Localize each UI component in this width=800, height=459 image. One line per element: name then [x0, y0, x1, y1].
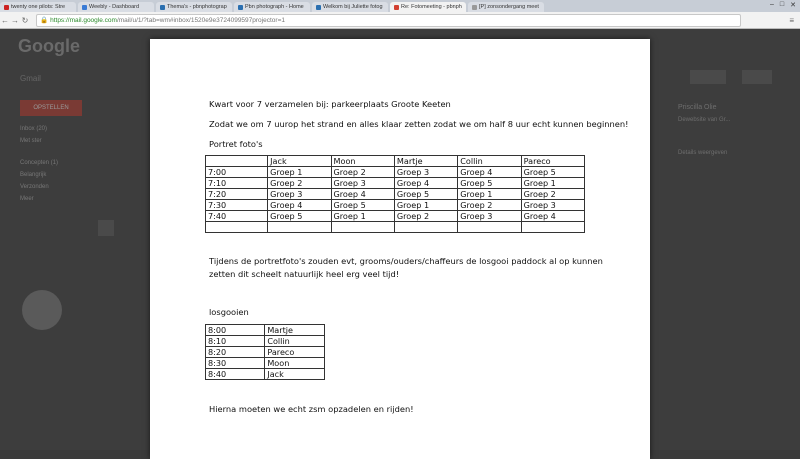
table-cell: Groep 2	[521, 189, 584, 200]
reload-icon[interactable]: ↻	[21, 15, 29, 25]
table-row	[206, 336, 325, 347]
gmail-label[interactable]: Gmail	[20, 74, 41, 83]
table-cell: Groep 2	[458, 200, 521, 211]
address-bar	[0, 12, 800, 29]
table-cell	[206, 156, 268, 167]
table-cell: Groep 2	[331, 167, 394, 178]
table-cell: Groep 5	[458, 178, 521, 189]
table-cell: Martje	[265, 325, 325, 336]
document-viewer	[150, 39, 650, 459]
table-cell: Groep 2	[394, 211, 457, 222]
table-cell: Groep 5	[331, 200, 394, 211]
url-input[interactable]	[36, 14, 741, 27]
nav-inbox[interactable]: Inbox (20)	[20, 126, 48, 132]
tab-label: Pbn photograph - Home	[245, 4, 304, 10]
table-row	[206, 211, 585, 222]
settings-dropdown[interactable]	[690, 70, 726, 84]
browser-tab[interactable]	[312, 2, 388, 12]
url-host: https://mail.google.com	[50, 16, 117, 24]
table-cell	[331, 222, 394, 233]
compose-button[interactable]: OPSTELLEN	[20, 100, 82, 116]
table-row	[206, 358, 325, 369]
table-cell	[521, 222, 584, 233]
table-cell: Groep 3	[394, 167, 457, 178]
losgooien-heading: losgooien	[209, 307, 249, 317]
window-controls	[770, 1, 796, 9]
tab-favicon-icon	[316, 5, 321, 10]
browser-tab[interactable]	[0, 2, 76, 12]
table-cell: Martje	[394, 156, 457, 167]
table-cell: Collin	[458, 156, 521, 167]
table-cell: Groep 4	[331, 189, 394, 200]
table-row	[206, 167, 585, 178]
table-cell	[206, 222, 268, 233]
browser-tab[interactable]	[156, 2, 232, 12]
table-row	[206, 347, 325, 358]
tab-favicon-icon	[238, 5, 243, 10]
table-cell: 7:40	[206, 211, 268, 222]
close-icon[interactable]: ✕	[790, 2, 796, 9]
table-cell: 8:20	[206, 347, 265, 358]
nav-more[interactable]: Meer	[20, 196, 34, 202]
browser-tab[interactable]	[468, 2, 544, 12]
url-path: /mail/u/1/?tab=wm#inbox/1520e9e3724099597projector=1	[116, 16, 285, 24]
table-cell: 7:00	[206, 167, 268, 178]
table-cell: Groep 4	[521, 211, 584, 222]
table-cell: 8:00	[206, 325, 265, 336]
details-link[interactable]: Details weergeven	[678, 150, 728, 156]
table-cell: Groep 3	[458, 211, 521, 222]
tab-label: Thema's - pbnphotograp	[167, 4, 227, 10]
table-cell: Groep 5	[394, 189, 457, 200]
table-cell: Groep 3	[521, 200, 584, 211]
doc-para-line2: zetten dit scheelt natuurlijk heel erg veel tijd!	[209, 269, 400, 279]
doc-line-gather: Kwart voor 7 verzamelen bij: parkeerplaats Groote Keeten	[209, 99, 451, 109]
nav-important[interactable]: Belangrijk	[20, 172, 47, 178]
table-cell: Groep 5	[268, 211, 331, 222]
menu-icon[interactable]: ≡	[789, 15, 794, 25]
table-cell: 7:30	[206, 200, 268, 211]
table-row	[206, 189, 585, 200]
tab-label: twenty one pilots: Stre	[11, 4, 66, 10]
google-logo: Google	[18, 36, 80, 56]
nav-sent[interactable]: Verzonden	[20, 184, 49, 190]
tab-favicon-icon	[160, 5, 165, 10]
gear-icon[interactable]	[742, 70, 772, 84]
tab-favicon-icon	[4, 5, 9, 10]
tab-favicon-icon	[394, 5, 399, 10]
contact-subtitle: Dewebsite van Gr...	[678, 117, 731, 123]
portret-heading: Portret foto's	[209, 139, 263, 149]
table-cell: Pareco	[521, 156, 584, 167]
tab-label: Weebly - Dashboard	[89, 4, 140, 10]
table-cell: Groep 4	[458, 167, 521, 178]
browser-tab[interactable]	[234, 2, 310, 12]
back-icon[interactable]: ←	[1, 15, 9, 25]
table-cell: Moon	[331, 156, 394, 167]
lock-icon: 🔒	[40, 17, 49, 24]
table-row	[206, 222, 585, 233]
table-cell: Groep 1	[268, 167, 331, 178]
table-cell: Collin	[265, 336, 325, 347]
doc-para-line1: Tijdens de portretfoto's zouden evt, grooms/ouders/chaffeurs de losgooi paddock al op kunnen	[209, 256, 603, 266]
table-cell	[394, 222, 457, 233]
tab-favicon-icon	[82, 5, 87, 10]
hangouts-avatar	[22, 290, 62, 330]
table-cell: 8:30	[206, 358, 265, 369]
table-cell: Groep 5	[521, 167, 584, 178]
browser-tab[interactable]	[78, 2, 154, 12]
table-cell: Groep 4	[394, 178, 457, 189]
table-row	[206, 369, 325, 380]
doc-closing: Hierna moeten we echt zsm opzadelen en rijden!	[209, 404, 414, 414]
table-row	[206, 200, 585, 211]
contact-name: Priscilla Olie	[678, 104, 717, 111]
table-cell: Groep 3	[331, 178, 394, 189]
table-cell: 7:10	[206, 178, 268, 189]
nav-drafts[interactable]: Concepten (1)	[20, 160, 59, 166]
search-people-icon[interactable]	[98, 220, 114, 236]
table-row	[206, 325, 325, 336]
tab-favicon-icon	[472, 5, 477, 10]
minimize-icon[interactable]: –	[769, 1, 774, 8]
table-cell	[458, 222, 521, 233]
nav-starred[interactable]: Met ster	[20, 138, 42, 144]
tab-label: Welkom bij Juliette fotog	[323, 4, 383, 10]
browser-tab[interactable]	[390, 2, 466, 12]
table-cell: Groep 1	[458, 189, 521, 200]
table-cell: 8:40	[206, 369, 265, 380]
doc-line-setup: Zodat we om 7 uurop het strand en alles klaar zetten zodat we om half 8 uur echt kunnen beginnen!	[209, 119, 629, 129]
table-cell: Moon	[265, 358, 325, 369]
table-row	[206, 178, 585, 189]
table-cell: Groep 1	[521, 178, 584, 189]
maximize-icon[interactable]: □	[779, 1, 785, 8]
table-cell: Groep 2	[268, 178, 331, 189]
table-cell	[268, 222, 331, 233]
portret-table	[205, 155, 585, 233]
forward-icon[interactable]: →	[11, 15, 19, 25]
table-cell: Groep 4	[268, 200, 331, 211]
table-cell: 7:20	[206, 189, 268, 200]
table-cell: Groep 1	[331, 211, 394, 222]
table-cell: Groep 1	[394, 200, 457, 211]
tab-label: Re: Fotomeeting - pbnph	[401, 4, 462, 10]
table-cell: Jack	[268, 156, 331, 167]
table-row	[206, 156, 585, 167]
tab-strip	[0, 0, 800, 12]
table-cell: Jack	[265, 369, 325, 380]
table-cell: 8:10	[206, 336, 265, 347]
table-cell: Pareco	[265, 347, 325, 358]
table-cell: Groep 3	[268, 189, 331, 200]
tab-label: [P] zonsondergang meet	[479, 4, 539, 10]
losgooien-table	[205, 324, 325, 380]
